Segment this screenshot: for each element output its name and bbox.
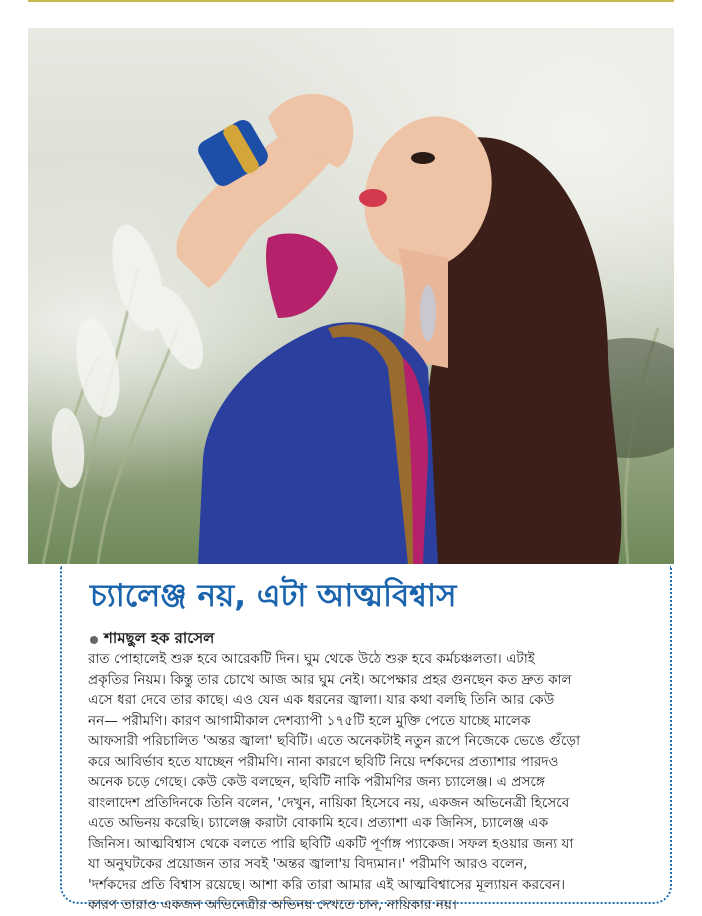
body-line: কারণ তারাও একজন অভিনেত্রীর অভিনয় দেখতে চান, নায়িকার নয়। (88, 897, 457, 913)
body-line: এসে ধরা দেবে তার কাছে। এও যেন এক ধরনের জ্বালা। যার কথা বলছি তিনি আর কেউ (88, 692, 555, 708)
top-rule (28, 0, 674, 2)
body-line: নন— পরীমণি। কারণ আগামীকাল দেশব্যাপী ১৭৫টি হলে মুক্তি পেতে যাচ্ছে মালেক (88, 712, 531, 729)
body-line: বাংলাদেশ প্রতিদিনকে তিনি বলেন, 'দেখুন, নায়িকা হিসেবে নয়, একজন অভিনেত্রী হিসেবে (88, 794, 570, 811)
photo-illustration (28, 28, 674, 564)
body-line: করে আবির্ভাব হতে যাচ্ছেন পরীমণি। নানা কারণে ছবিটি নিয়ে দর্শকদের প্রত্যাশার পারদও (88, 753, 559, 770)
author-name: শামছুল হক রাসেল (104, 629, 215, 647)
byline-bullet-icon (90, 636, 98, 644)
body-line: প্রকৃতির নিয়ম। কিন্তু তার চোখে আজ আর ঘুম নেই। অপেক্ষার প্রহর গুনছেন কত দ্রুত কাল (88, 671, 572, 688)
article-headline: চ্যালেঞ্জ নয়, এটা আত্মবিশ্বাস (90, 578, 457, 614)
body-line: 'দর্শকদের প্রতি বিশ্বাস রয়েছে। আশা করি তারা আমার এই আত্মবিশ্বাসের মূল্যায়ন করবেন। (88, 876, 566, 893)
body-line: আফসারী পরিচালিত 'অন্তর জ্বালা' ছবিটি। এতে অনেকটাই নতুন রূপে নিজেকে ভেঙে গুঁড়ো (88, 733, 581, 749)
actress-photo (28, 28, 674, 564)
article-body (88, 649, 628, 916)
body-line: জিনিস। আত্মবিশ্বাস থেকে বলতে পারি ছবিটি একটি পূর্ণাঙ্গ প্যাকেজ। সফল হওয়ার জন্য যা (88, 835, 574, 852)
body-line: যা অনুঘটকের প্রয়োজন তার সবই 'অন্তর জ্বালা'য় বিদ্যমান।' পরীমণি আরও বলেন, (88, 856, 528, 872)
body-line: অনেক চড়ে গেছে। কেউ কেউ বলছেন, ছবিটি নাকি পরীমণির জন্য চ্যালেঞ্জ। এ প্রসঙ্গে (88, 774, 545, 790)
body-line: এতে অভিনয় করেছি। চ্যালেঞ্জ করাটা বোকামি হবে। প্রত্যাশা এক জিনিস, চ্যালেঞ্জ এক (88, 815, 549, 831)
body-line: রাত পোহালেই শুরু হবে আরেকটি দিন। ঘুম থেকে উঠে শুরু হবে কর্মচঞ্চলতা। এটাই (88, 651, 535, 667)
